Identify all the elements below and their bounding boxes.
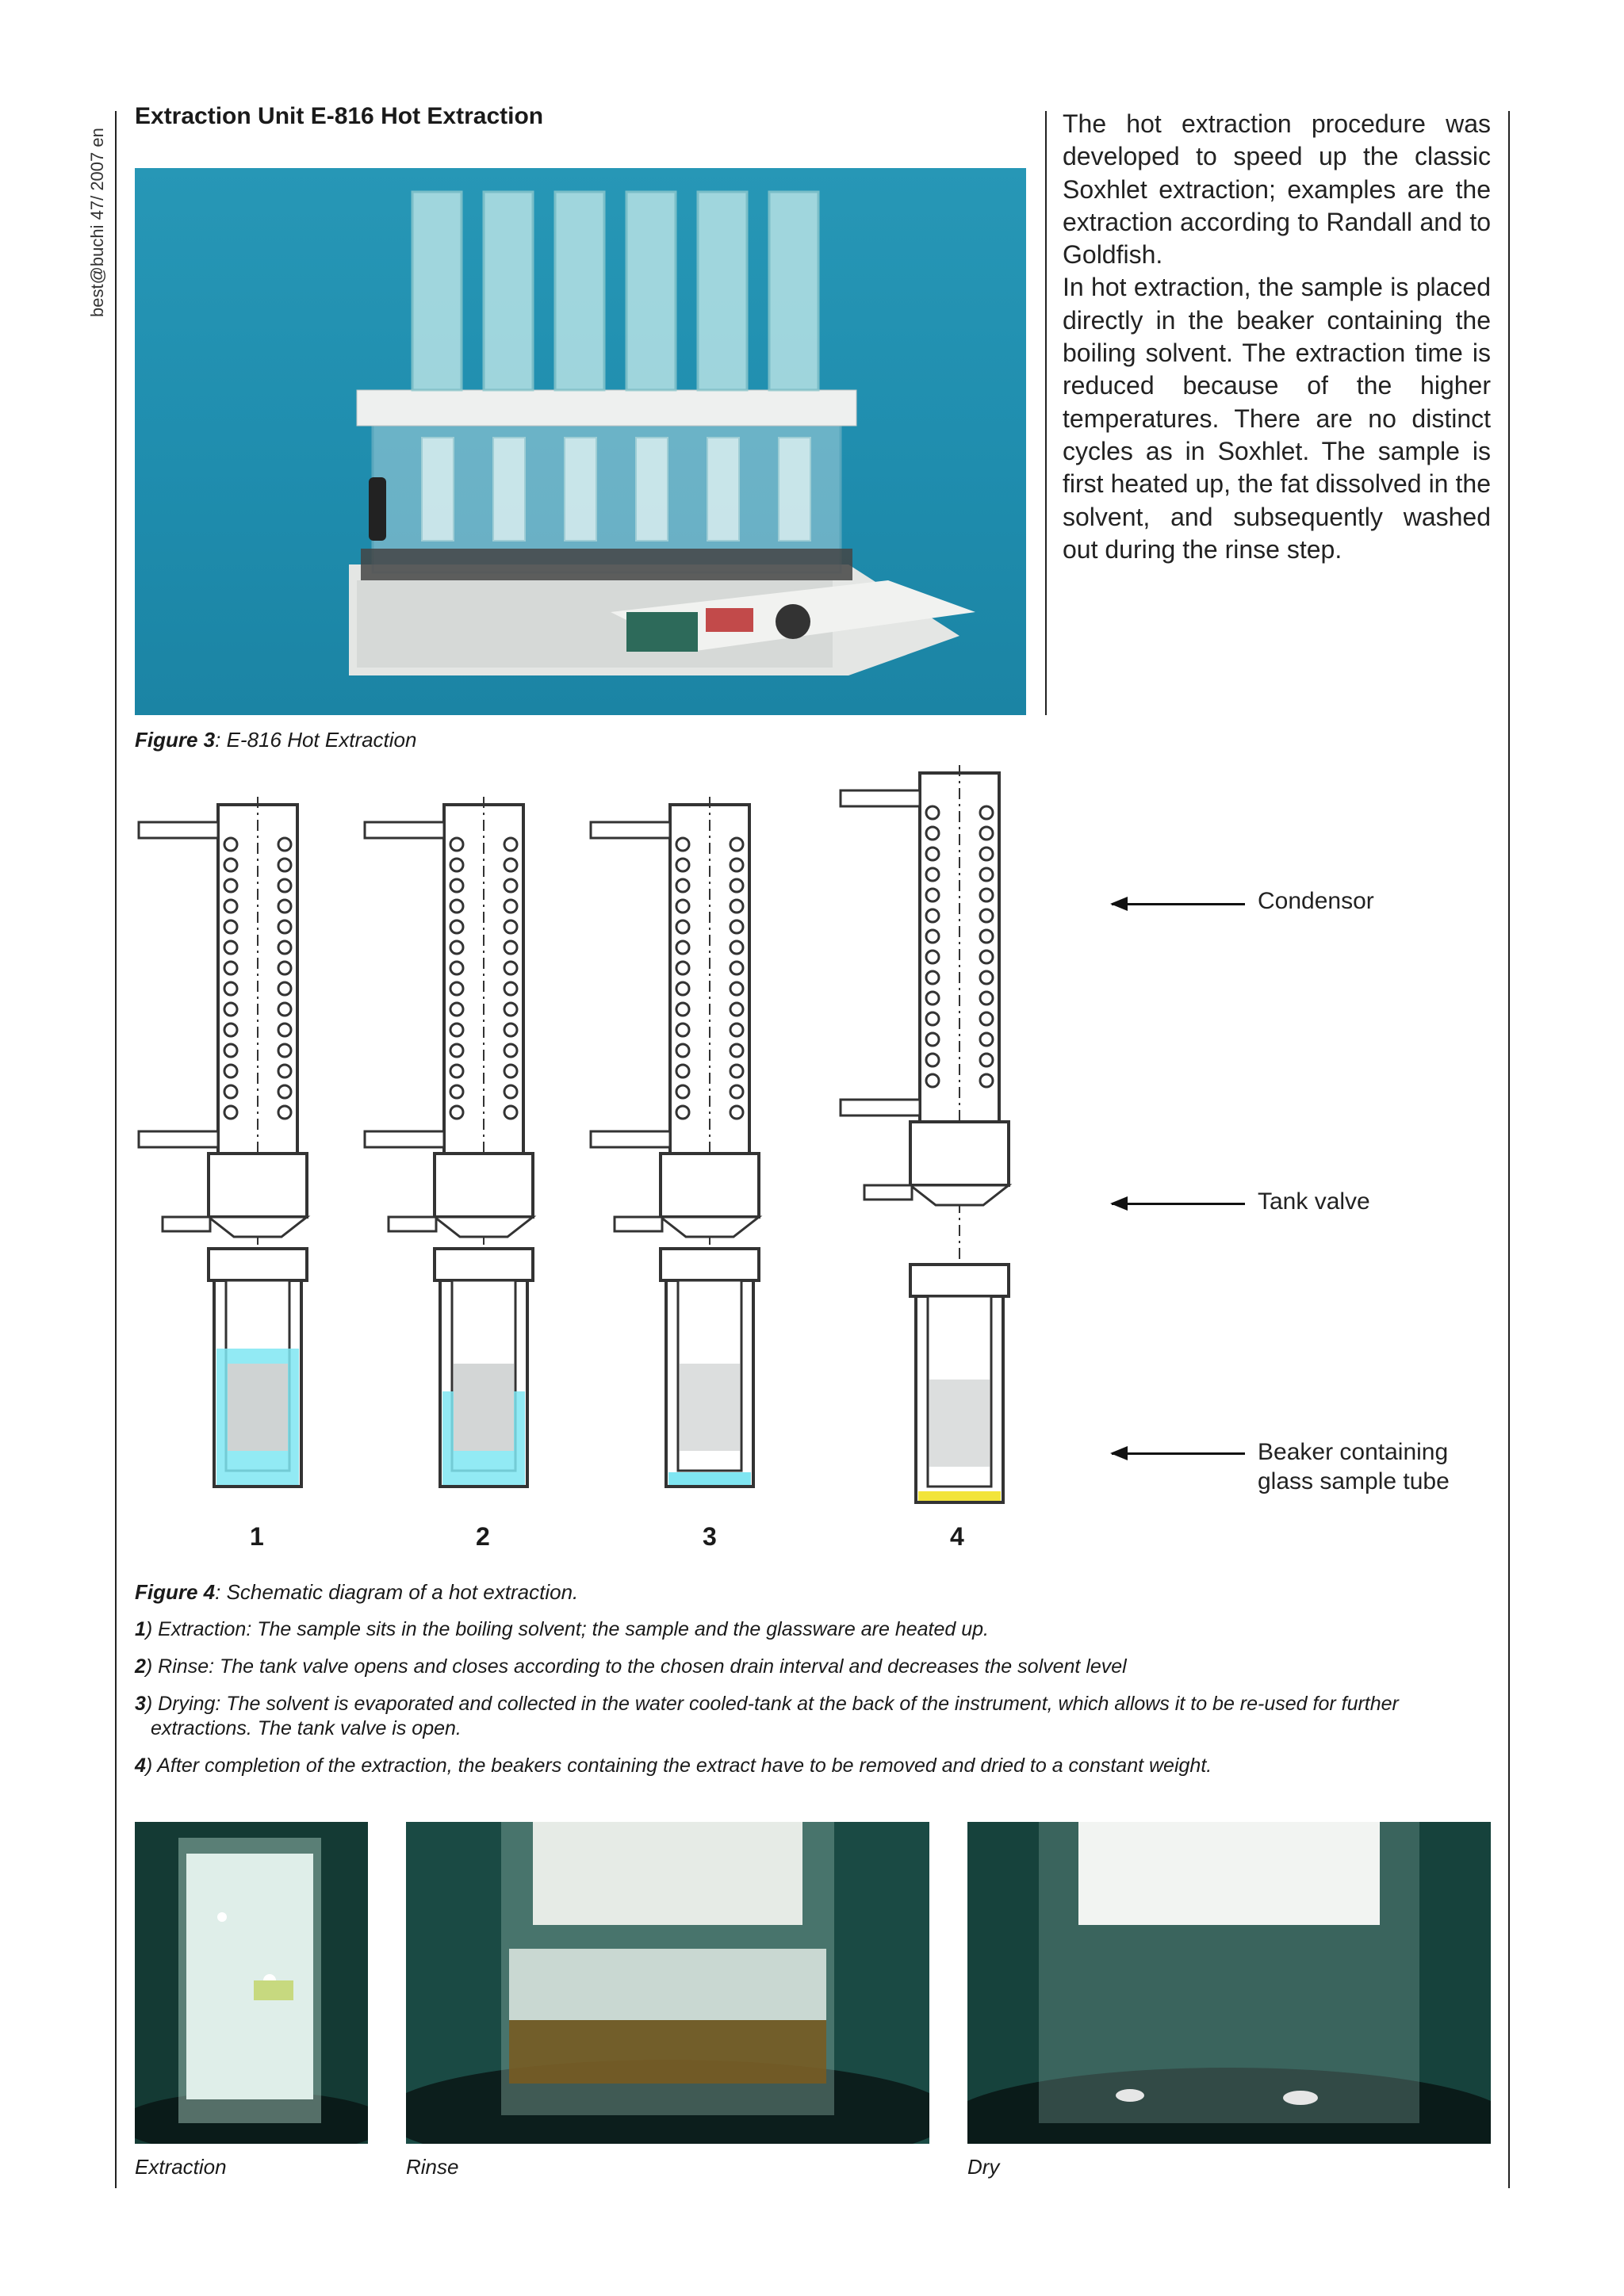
column-divider [115, 111, 117, 2188]
condensor-arrow [1112, 903, 1245, 905]
figure4-caption: Figure 4: Schematic diagram of a hot extraction. [135, 1580, 579, 1604]
beaker-arrow [1112, 1452, 1245, 1455]
note-2: 2) Rinse: The tank valve opens and closes according to the chosen drain interval and decreases the solvent level [135, 1655, 1127, 1678]
e816-illustration [135, 168, 1026, 715]
intro-paragraph-1: The hot extraction procedure was developed to speed up the classic Soxhlet extraction; examples are the extraction according to Randall and to Goldfish. [1063, 109, 1491, 270]
figure3-caption: Figure 3: E-816 Hot Extraction [135, 728, 417, 752]
stage-number-3: 3 [703, 1522, 717, 1551]
e816-photo [135, 168, 1026, 715]
stage-3-apparatus [591, 797, 759, 1487]
extraction-caption: Extraction [135, 2155, 227, 2179]
stage-4-apparatus [841, 765, 1009, 1502]
rinse-caption: Rinse [406, 2155, 459, 2179]
stage-number-1: 1 [250, 1522, 264, 1551]
stage-2-apparatus [365, 797, 533, 1487]
extraction-photo [135, 1822, 368, 2144]
note-4: 4) After completion of the extraction, the beakers containing the extract have to be removed and dried to a constant weight. [135, 1755, 1212, 1777]
stage-1-apparatus [139, 797, 307, 1487]
dry-photo [967, 1822, 1491, 2144]
intro-paragraph-2: In hot extraction, the sample is placed directly in the beaker containing the boiling solvent. The extraction time is reduced because of the higher temperatures. There are no distinct cycles as in Soxhlet. The sample is first heated up, the fat dissolved in the solvent, and subsequently washed out during the rinse step. [1063, 273, 1491, 564]
note-1: 1) Extraction: The sample sits in the boiling solvent; the sample and the glassware are heated up. [135, 1618, 989, 1640]
tank-valve-label: Tank valve [1258, 1188, 1370, 1215]
stage-number-2: 2 [476, 1522, 490, 1551]
dry-caption: Dry [967, 2155, 1000, 2179]
condensor-label: Condensor [1258, 888, 1374, 914]
beaker-label: Beaker containing glass sample tube [1258, 1439, 1450, 1494]
stage-number-4: 4 [950, 1522, 964, 1551]
note-3: 3) Drying: The solvent is evaporated and collected in the water cooled-tank at the back of the instrument, which allows it to be re-used for further extractions. The tank valve is open. [135, 1693, 1399, 1739]
page-title: Extraction Unit E-816 Hot Extraction [135, 103, 544, 129]
text-column-divider [1045, 111, 1047, 715]
intro-text [1063, 108, 1491, 566]
hot-extraction-schematic [127, 757, 1047, 1542]
sidebar-credit: best@buchi 47/ 2007 en [87, 128, 107, 317]
tank-valve-arrow [1112, 1203, 1245, 1205]
right-rule [1508, 111, 1510, 2188]
rinse-photo [406, 1822, 929, 2144]
